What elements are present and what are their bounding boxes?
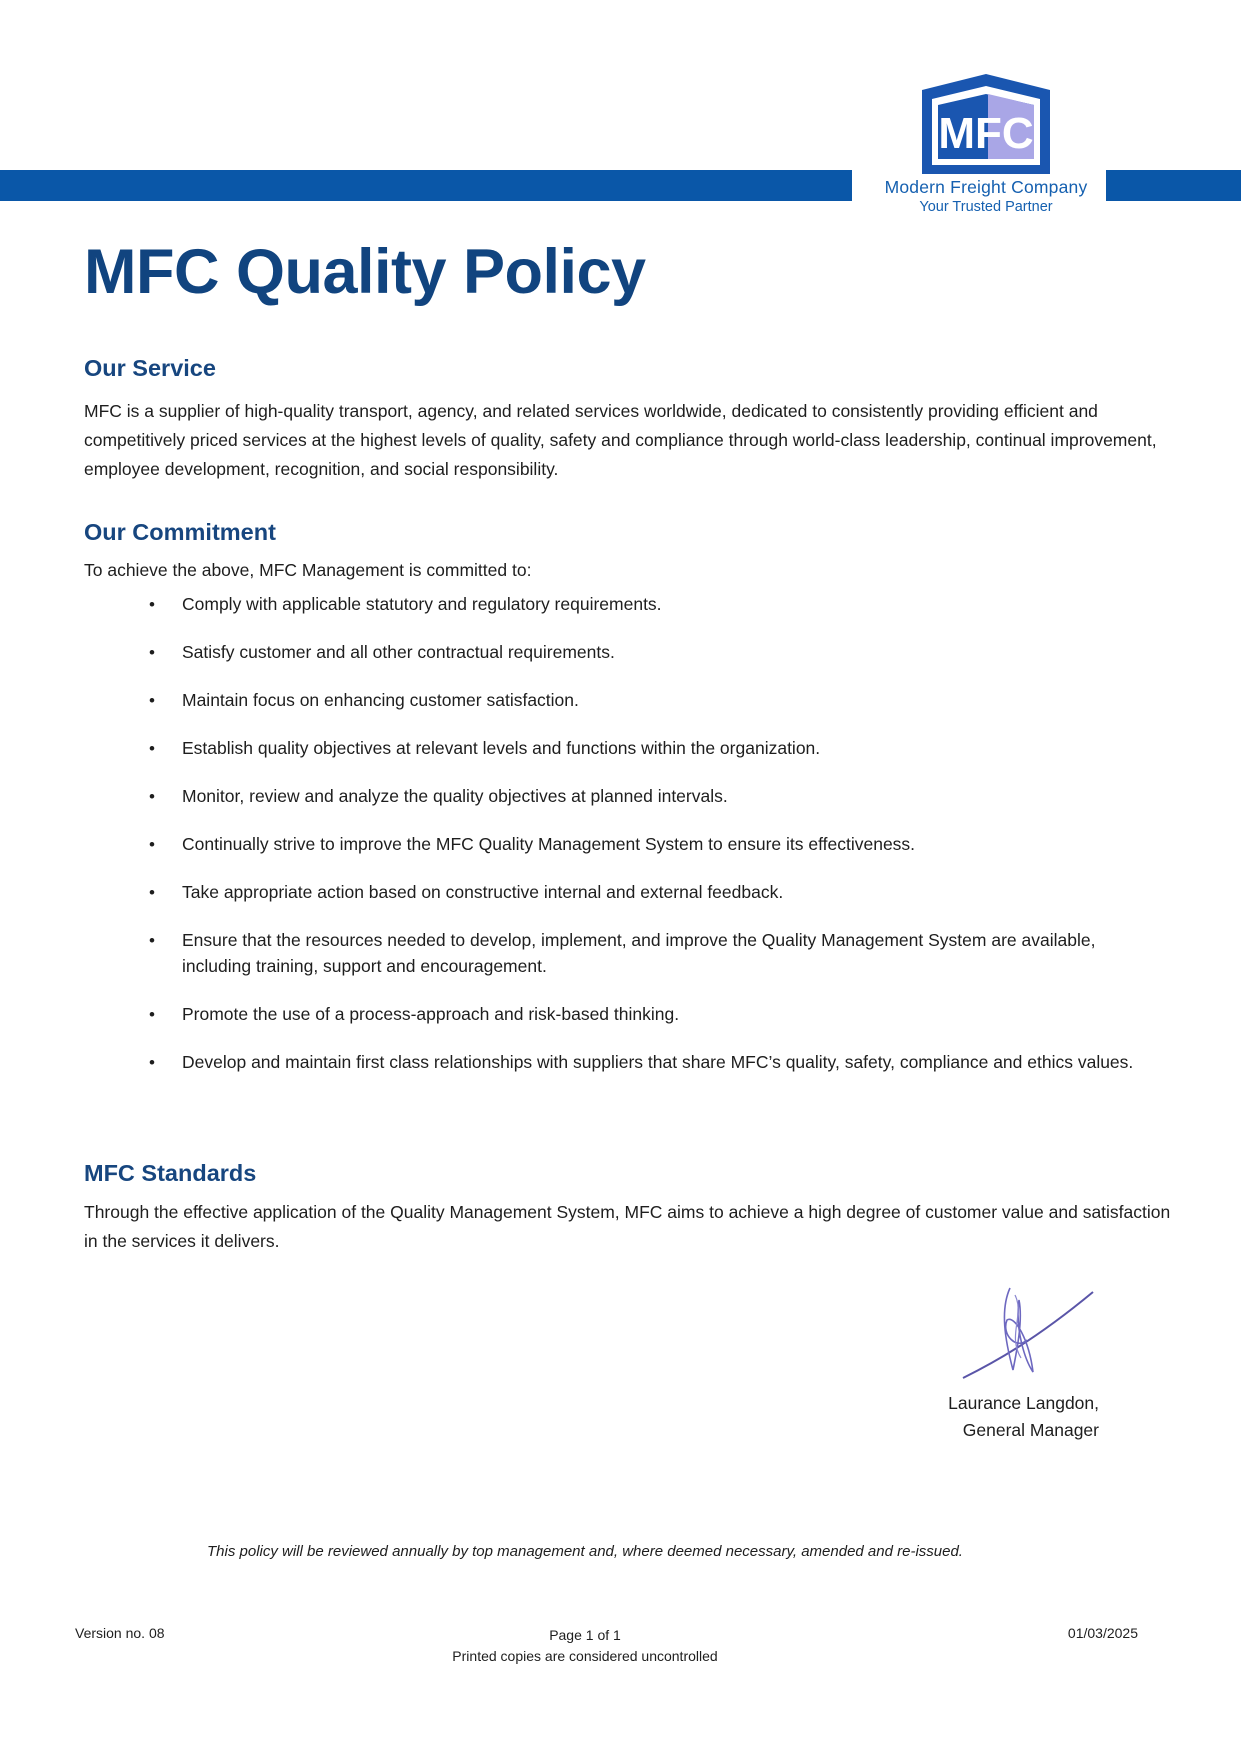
company-logo — [866, 72, 1106, 222]
page-title: MFC Quality Policy — [84, 237, 646, 307]
signatory-name: Laurance Langdon, — [948, 1393, 1099, 1413]
list-item — [84, 832, 1144, 858]
bullet-icon: • — [149, 835, 155, 854]
bullet-icon: • — [149, 1004, 155, 1024]
bullet-icon: • — [149, 643, 155, 662]
footer-center — [0, 1625, 1170, 1667]
list-item — [84, 1050, 1144, 1076]
list-item — [84, 640, 1144, 666]
bullet-icon: • — [149, 787, 155, 806]
bullet-icon: • — [149, 931, 155, 950]
commitment-list — [84, 592, 1144, 1098]
review-note: This policy will be reviewed annually by top management and, where deemed necessary, amended and re-issued. — [207, 1543, 963, 1560]
standards-body: Through the effective application of the Quality Management System, MFC aims to achieve a high degree of customer value and satisfaction in the services it delivers. — [84, 1202, 1171, 1251]
list-item-text: Continually strive to improve the MFC Quality Management System to ensure its effectiveness. — [182, 834, 916, 854]
list-item-text: Comply with applicable statutory and regulatory requirements. — [182, 594, 662, 614]
list-item — [84, 592, 1144, 618]
bullet-icon: • — [149, 739, 155, 758]
list-item-text: Ensure that the resources needed to develop, implement, and improve the Quality Management System are available, including training, support and encouragement. — [182, 930, 1096, 976]
company-name: Modern Freight Company — [884, 177, 1088, 197]
footer-version: Version no. 08 — [75, 1625, 165, 1641]
list-item — [84, 688, 1144, 714]
list-item — [84, 880, 1144, 906]
list-item-text: Monitor, review and analyze the quality objectives at planned intervals. — [182, 786, 728, 806]
bullet-icon: • — [149, 883, 155, 902]
signatory-block — [948, 1390, 1099, 1444]
footer-page: Page 1 of 1 — [549, 1627, 621, 1643]
list-item — [84, 736, 1144, 762]
list-item-text: Develop and maintain first class relationships with suppliers that share MFC’s quality, safety, compliance and ethics values. — [182, 1051, 1134, 1072]
list-item — [84, 928, 1144, 979]
footer-date: 01/03/2025 — [1067, 1625, 1138, 1641]
commitment-heading: Our Commitment — [84, 519, 276, 545]
signatory-title: General Manager — [962, 1420, 1099, 1440]
footer-uncontrolled: Printed copies are considered uncontrolled — [452, 1648, 718, 1664]
signature-image — [955, 1280, 1105, 1390]
service-heading: Our Service — [84, 355, 216, 381]
mfc-logo-mark — [904, 72, 1068, 176]
list-item-text: Maintain focus on enhancing customer satisfaction. — [182, 690, 579, 710]
list-item-text: Establish quality objectives at relevant levels and functions within the organization. — [182, 738, 821, 758]
header-band-left — [0, 170, 852, 201]
company-tagline: Your Trusted Partner — [919, 199, 1053, 215]
list-item-text: Promote the use of a process-approach and risk-based thinking. — [182, 1003, 680, 1024]
standards-heading: MFC Standards — [84, 1160, 257, 1186]
list-item-text: Take appropriate action based on constructive internal and external feedback. — [182, 882, 784, 902]
service-body: MFC is a supplier of high-quality transport, agency, and related services worldwide, dedicated to consistently providing efficient and competitively priced services at the highest levels of quality, safety and compliance through world-class leadership, continual improvement, employee development, recognition, and social responsibility. — [84, 401, 1157, 479]
bullet-icon: • — [149, 1052, 155, 1072]
logo-mark-text: MFC — [938, 109, 1034, 158]
bullet-icon: • — [149, 691, 155, 710]
bullet-icon: • — [149, 595, 155, 614]
list-item-text: Satisfy customer and all other contractual requirements. — [182, 642, 615, 662]
list-item — [84, 784, 1144, 810]
commitment-intro: To achieve the above, MFC Management is committed to: — [84, 560, 532, 580]
list-item — [84, 1002, 1144, 1028]
header-band-right — [1106, 170, 1241, 201]
